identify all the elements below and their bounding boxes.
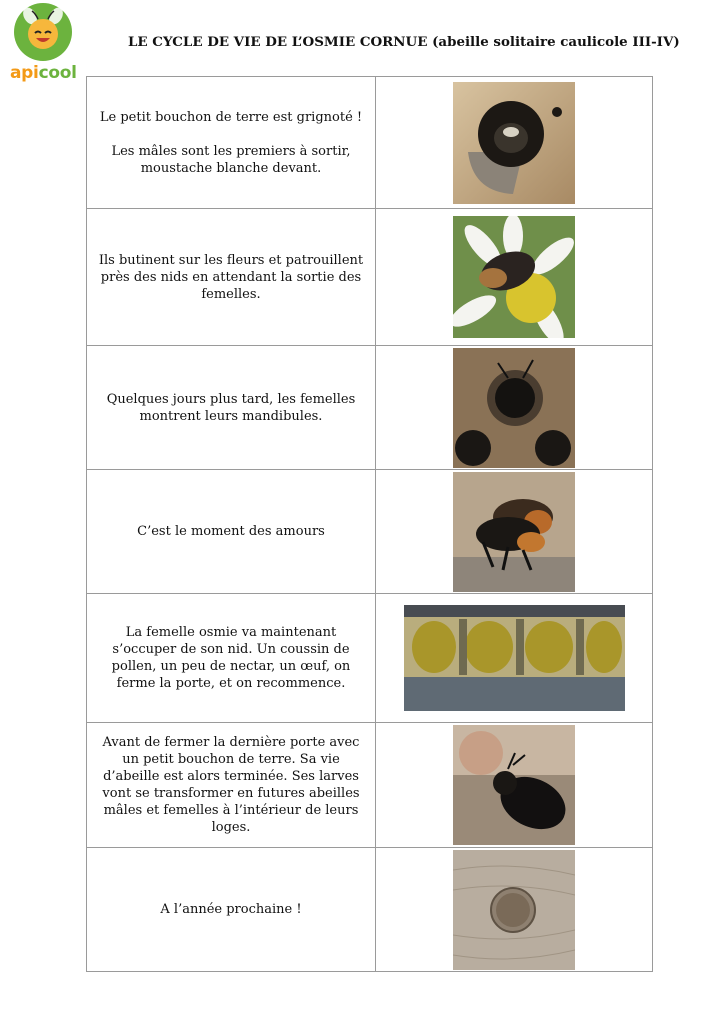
table-row [87,346,653,470]
photo-bee-on-daisy [453,216,575,338]
life-cycle-table [86,76,653,972]
photo-female-closing-nest [453,725,575,845]
row-paragraph: Les mâles sont les premiers à sortir, moustache blanche devant. [111,143,351,176]
row-text [87,594,376,723]
row-text [87,346,376,470]
photo-bee-emerging [453,82,575,204]
row-image-cell [376,77,653,209]
apicool-logo [10,2,76,86]
row-paragraph: Quelques jours plus tard, les femelles montrent leurs mandibules. [106,391,356,424]
bee-mascot-icon [13,2,73,62]
row-paragraph: Le petit bouchon de terre est grignoté ! [99,109,363,125]
row-text [87,723,376,848]
table-row [87,77,653,209]
table-row [87,594,653,723]
row-image-cell [376,209,653,346]
row-paragraph: La femelle osmie va maintenant s’occuper de son nid. Un coussin de pollen, un peu de nectar, un œuf, on ferme la porte, et on recommence. [111,625,351,691]
row-text [87,470,376,594]
photo-mating-bees [453,472,575,592]
logo-wordmark: apicool [10,63,77,83]
photo-sealed-nest-plug [453,850,575,970]
row-paragraph: C’est le moment des amours [137,524,325,539]
row-image-cell [376,723,653,848]
table-row [87,470,653,594]
photo-females-at-nest [453,348,575,468]
row-image-cell [376,848,653,972]
row-image-cell [376,470,653,594]
row-paragraph: Avant de fermer la dernière porte avec un petit bouchon de terre. Sa vie d’abeille est alors terminée. Ses larves vont se transformer en futures abeilles mâles et femelles à l’intérieur de leurs loges. [102,735,360,835]
row-paragraph: Ils butinent sur les fleurs et patrouillent près des nids en attendant la sortie des femelles. [98,252,364,302]
row-text [87,209,376,346]
row-image-cell [376,346,653,470]
row-text [87,77,376,209]
table-row [87,848,653,972]
row-image-cell [376,594,653,723]
photo-nest-tube [404,605,625,711]
table-row [87,723,653,848]
row-text [87,848,376,972]
table-row [87,209,653,346]
row-paragraph: A l’année prochaine ! [160,902,302,917]
page-title: LE CYCLE DE VIE DE L’OSMIE CORNUE (abeille solitaire caulicole III-IV) [128,34,680,50]
